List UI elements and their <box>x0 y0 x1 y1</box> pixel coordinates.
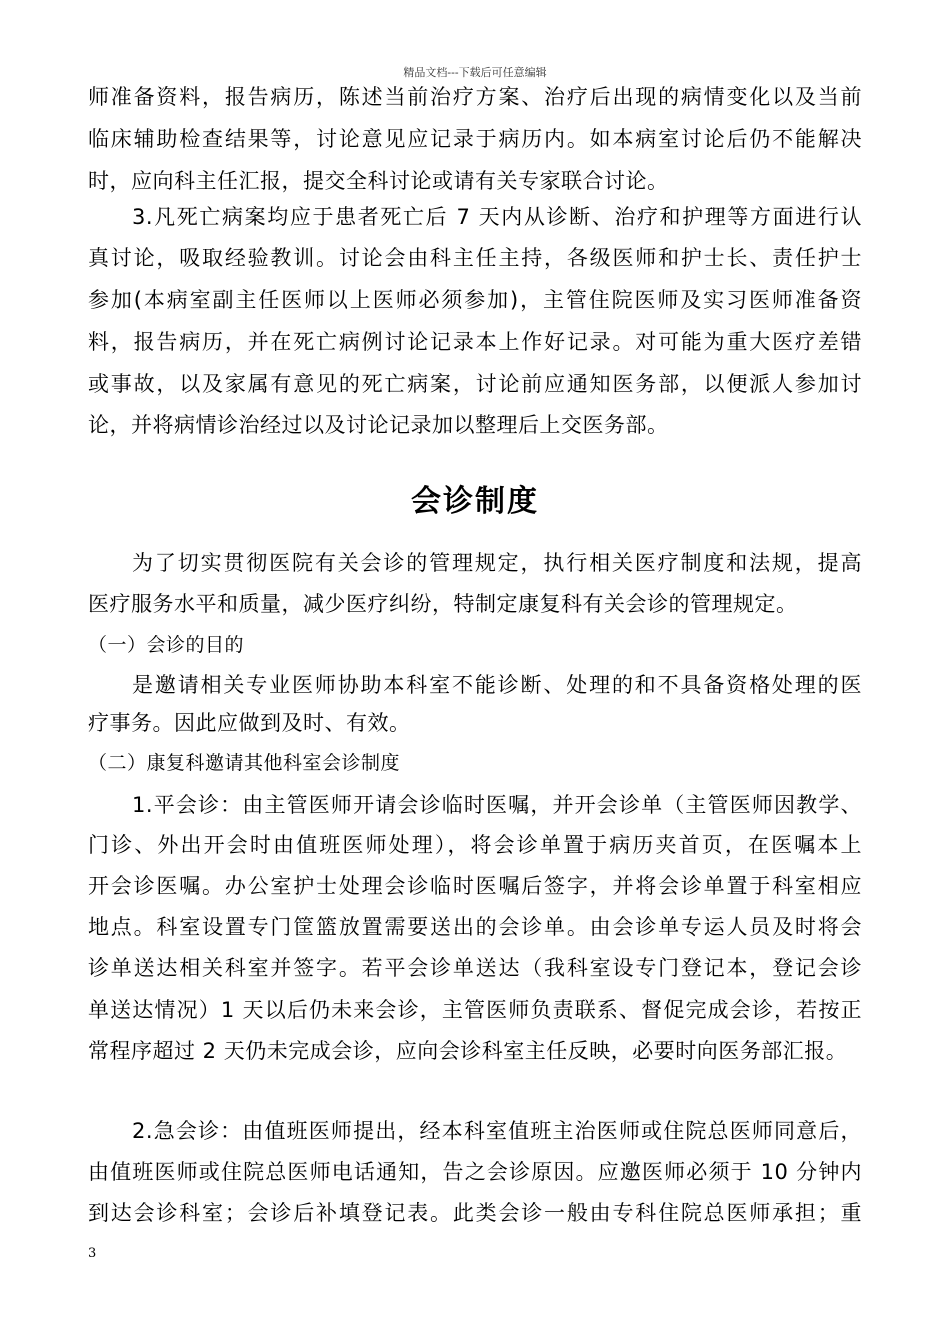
paragraph-line: 常程序超过 2 天仍未完成会诊，应向会诊科室主任反映，必要时向医务部汇报。 <box>88 1039 848 1063</box>
paragraph-line: 料，报告病历，并在死亡病例讨论记录本上作好记录。对可能为重大医疗差错 <box>88 330 862 354</box>
paragraph-line: 到达会诊科室；会诊后补填登记表。此类会诊一般由专科住院总医师承担；重 <box>88 1201 862 1225</box>
paragraph-line: 时，应向科主任汇报，提交全科讨论或请有关专家联合讨论。 <box>88 169 669 193</box>
paragraph-line: 2.急会诊：由值班医师提出，经本科室值班主治医师或住院总医师同意后， <box>132 1119 862 1143</box>
paragraph-line: 地点。科室设置专门筐篮放置需要送出的会诊单。由会诊单专运人员及时将会 <box>88 915 862 939</box>
page-number: 3 <box>88 1246 97 1261</box>
paragraph-line: 开会诊医嘱。办公室护士处理会诊临时医嘱后签字，并将会诊单置于科室相应 <box>88 874 862 898</box>
paragraph-line: 为了切实贯彻医院有关会诊的管理规定，执行相关医疗制度和法规，提高 <box>132 551 862 575</box>
paragraph-line: 论，并将病情诊治经过以及讨论记录加以整理后上交医务部。 <box>88 413 669 437</box>
paragraph-line: 参加(本病室副主任医师以上医师必须参加)，主管住院医师及实习医师准备资 <box>88 288 862 312</box>
watermark-header: 精品文档---下载后可任意编辑 <box>403 66 547 79</box>
paragraph-line: 疗事务。因此应做到及时、有效。 <box>88 711 411 735</box>
paragraph-line: 师准备资料，报告病历，陈述当前治疗方案、治疗后出现的病情变化以及当前 <box>88 85 862 109</box>
paragraph-line: 临床辅助检查结果等，讨论意见应记录于病历内。如本病室讨论后仍不能解决 <box>88 127 862 151</box>
paragraph-line: 门诊、外出开会时由值班医师处理），将会诊单置于病历夹首页，在医嘱本上 <box>88 833 862 857</box>
paragraph-line: 3.凡死亡病案均应于患者死亡后 7 天内从诊断、治疗和护理等方面进行认 <box>132 205 862 229</box>
subsection-title: （一）会诊的目的 <box>88 634 245 656</box>
paragraph-line: 诊单送达相关科室并签字。若平会诊单送达（我科室设专门登记本，登记会诊 <box>88 956 862 980</box>
paragraph-line: 由值班医师或住院总医师电话通知，告之会诊原因。应邀医师必须于 10 分钟内 <box>88 1160 862 1184</box>
subsection-title: （二）康复科邀请其他科室会诊制度 <box>88 752 401 774</box>
paragraph-line: 医疗服务水平和质量，减少医疗纠纷，特制定康复科有关会诊的管理规定。 <box>88 592 798 616</box>
paragraph-line: 或事故，以及家属有意见的死亡病案，讨论前应通知医务部，以便派人参加讨 <box>88 372 862 396</box>
paragraph-line: 单送达情况）1 天以后仍未来会诊，主管医师负责联系、督促完成会诊，若按正 <box>88 998 862 1022</box>
paragraph-line: 1.平会诊：由主管医师开请会诊临时医嘱，并开会诊单（主管医师因教学、 <box>132 793 862 817</box>
paragraph-line: 是邀请相关专业医师协助本科室不能诊断、处理的和不具备资格处理的医 <box>132 673 862 697</box>
section-heading: 会诊制度 <box>411 484 539 519</box>
paragraph-line: 真讨论，吸取经验教训。讨论会由科主任主持，各级医师和护士长、责任护士 <box>88 246 862 270</box>
